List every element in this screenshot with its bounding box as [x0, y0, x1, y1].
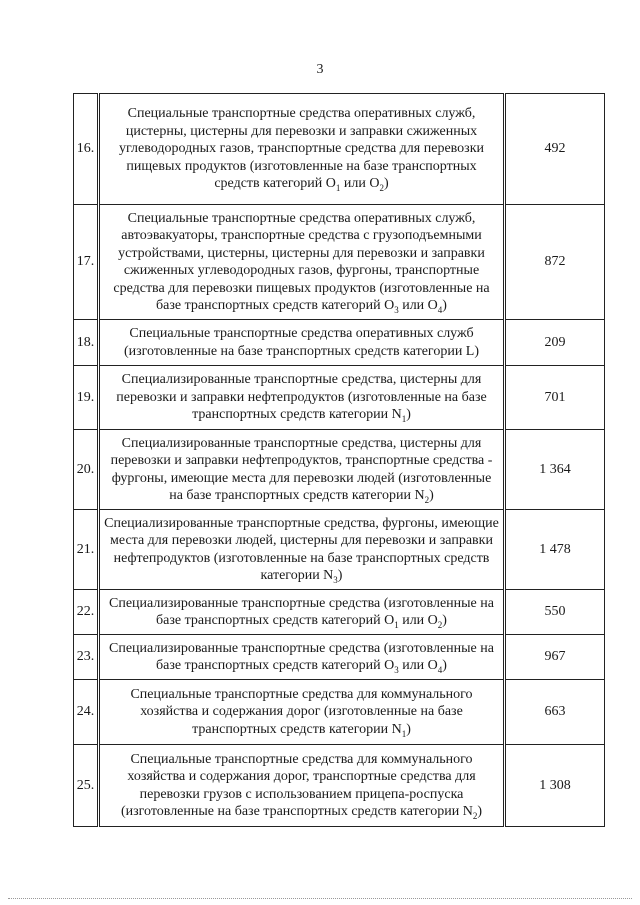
row-description: Специализированные транспортные средства (изготовленные на базе транспортных средств категорий $O_3$ или $O_4$) — [99, 635, 505, 680]
row-number: 25. — [74, 745, 99, 827]
row-description: Специальные транспортные средства оперативных служб, автоэвакуаторы, транспортные средства с грузоподъемными устройствами, цистерны, цистерны для перевозки и заправки сжиженных углеводородных газов, фургоны, транспортные средства для перевозки пищевых продуктов (изготовленные на базе транспортных средств категорий $O_3$ или $O_4$) — [99, 205, 505, 320]
row-description: Специальные транспортные средства для коммунального хозяйства и содержания дорог, транспортные средства для перевозки грузов с использованием прицепа-роспуска (изготовленные на базе транспортных средств категории $N_2$) — [99, 745, 505, 827]
row-number: 21. — [74, 510, 99, 590]
row-value: 967 — [505, 635, 605, 680]
row-description: Специализированные транспортные средства, цистерны для перевозки и заправки нефтепродуктов, транспортные средства - фургоны, имеющие места для перевозки людей (изготовленные на базе транспортных средств категории $N_2$) — [99, 430, 505, 510]
row-description: Специальные транспортные средства для коммунального хозяйства и содержания дорог (изготовленные на базе транспортных средств категории $N_1$) — [99, 680, 505, 745]
row-number: 18. — [74, 320, 99, 366]
row-description: Специализированные транспортные средства, цистерны для перевозки и заправки нефтепродуктов (изготовленные на базе транспортных средств категории $N_1$) — [99, 366, 505, 430]
row-number: 17. — [74, 205, 99, 320]
row-number: 20. — [74, 430, 99, 510]
row-value: 209 — [505, 320, 605, 366]
table-row — [74, 590, 605, 635]
row-value: 1 308 — [505, 745, 605, 827]
row-number: 22. — [74, 590, 99, 635]
table-row — [74, 745, 605, 827]
row-value: 1 364 — [505, 430, 605, 510]
table-row — [74, 94, 605, 205]
table-row — [74, 320, 605, 366]
row-value: 550 — [505, 590, 605, 635]
row-number: 16. — [74, 94, 99, 205]
vehicle-category-table — [73, 93, 605, 827]
table-row — [74, 430, 605, 510]
row-description: Специализированные транспортные средства, фургоны, имеющие места для перевозки людей, цистерны для перевозки и заправки нефтепродуктов (изготовленные на базе транспортных средств категории $N_3$) — [99, 510, 505, 590]
row-number: 24. — [74, 680, 99, 745]
row-value: 872 — [505, 205, 605, 320]
page-number: 3 — [316, 62, 324, 77]
row-value: 701 — [505, 366, 605, 430]
table-body — [74, 94, 605, 827]
row-value: 1 478 — [505, 510, 605, 590]
row-description: Специальные транспортные средства оперативных служб, цистерны, цистерны для перевозки и заправки сжиженных углеводородных газов, транспортные средства для перевозки пищевых продуктов (изготовленные на базе транспортных средств категорий $O_1$ или $O_2$) — [99, 94, 505, 205]
table-row — [74, 635, 605, 680]
row-value: 663 — [505, 680, 605, 745]
row-description: Специализированные транспортные средства (изготовленные на базе транспортных средств категорий $O_1$ или $O_2$) — [99, 590, 505, 635]
page-bottom-rule — [8, 898, 632, 899]
table-row — [74, 205, 605, 320]
row-value: 492 — [505, 94, 605, 205]
table-row — [74, 366, 605, 430]
table-row — [74, 510, 605, 590]
table-row — [74, 680, 605, 745]
row-number: 19. — [74, 366, 99, 430]
row-description: Специальные транспортные средства оперативных служб (изготовленные на базе транспортных средств категории L) — [99, 320, 505, 366]
row-number: 23. — [74, 635, 99, 680]
